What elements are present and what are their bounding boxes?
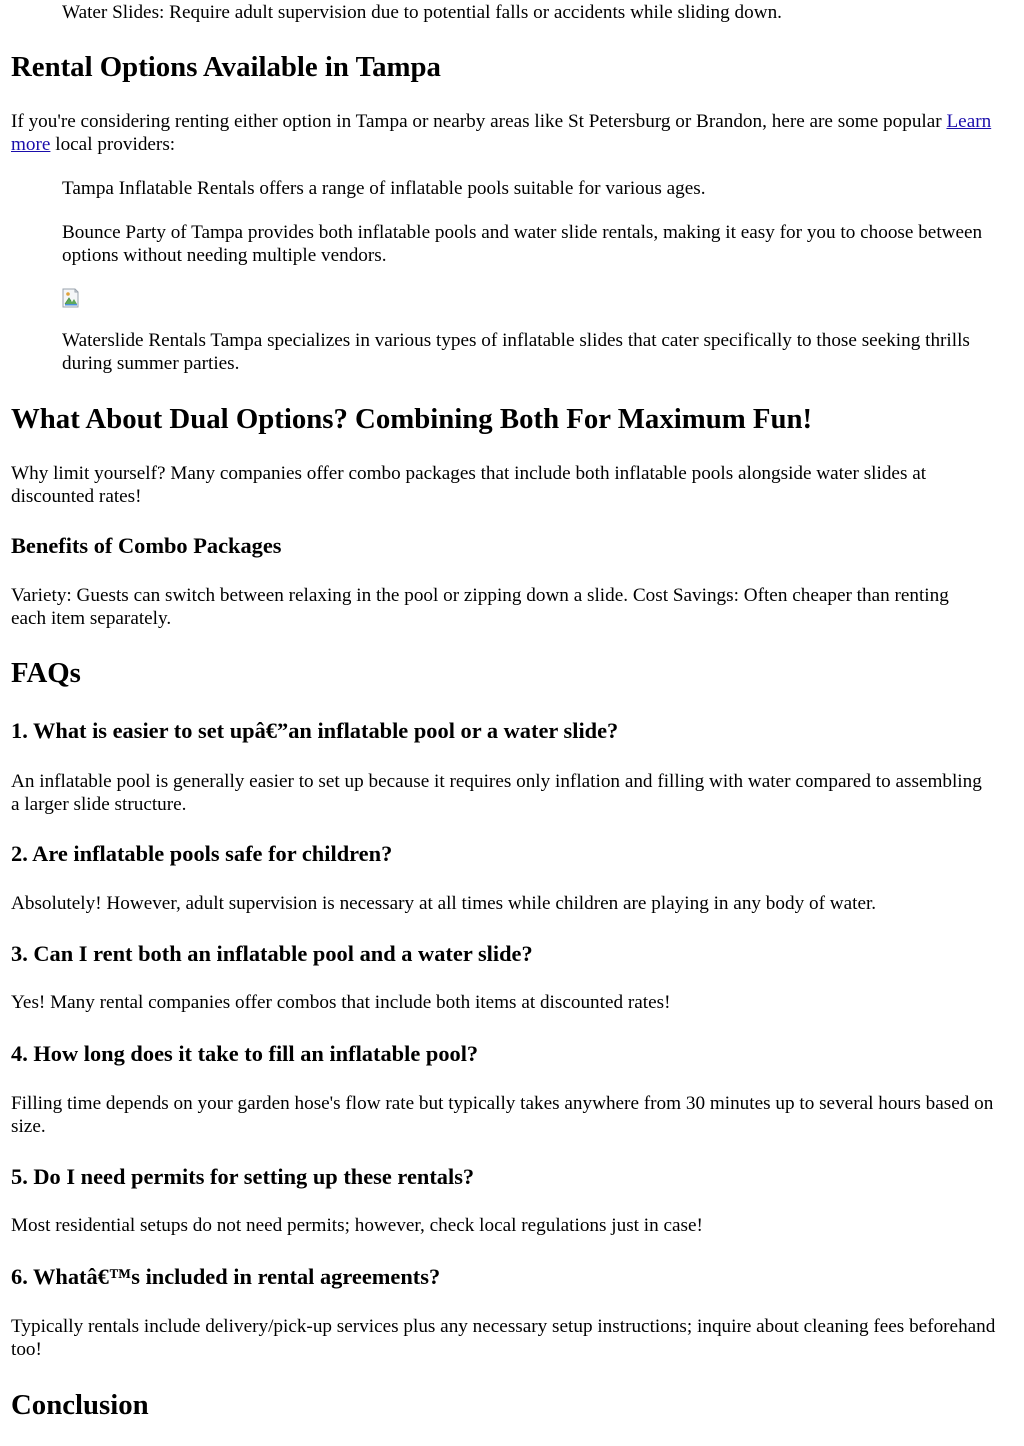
provider-image: [62, 288, 82, 308]
faq-answer: Yes! Many rental companies offer combos that include both items at discounted rates!: [11, 992, 671, 1013]
provider-item: Tampa Inflatable Rentals offers a range of inflatable pools suitable for various ages.: [62, 178, 706, 199]
faq-question: 5. Do I need permits for setting up these rentals?: [11, 1164, 475, 1189]
learn-more-link[interactable]: Learn more: [11, 111, 992, 155]
water-slides-list-item: Water Slides: Require adult supervision due to potential falls or accidents while sliding down.: [62, 2, 782, 23]
broken-image-icon: [62, 288, 82, 308]
faq-question: 6. Whatâ€™s included in rental agreements?: [11, 1264, 441, 1289]
combo-benefits-paragraph: Variety: Guests can switch between relaxing in the pool or zipping down a slide. Cost Savings: Often cheaper than renting each item separately.: [11, 585, 949, 629]
faq-question: 1. What is easier to set upâ€”an inflatable pool or a water slide?: [11, 718, 619, 743]
rental-intro-text: If you're considering renting either option in Tampa or nearby areas like St Petersburg or Brandon, here are some popular: [11, 111, 947, 132]
rental-intro-paragraph: [11, 110, 1021, 156]
faq-question: 3. Can I rent both an inflatable pool and a water slide?: [11, 941, 533, 966]
faq-answer: Typically rentals include delivery/pick-up services plus any necessary setup instructions; inquire about cleaning fees beforehand too!: [11, 1316, 996, 1360]
faq-answer: Absolutely! However, adult supervision is necessary at all times while children are playing in any body of water.: [11, 893, 877, 914]
faq-answer: An inflatable pool is generally easier to set up because it requires only inflation and filling with water compared to assembling a larger slide structure.: [11, 771, 982, 815]
dual-options-heading: What About Dual Options? Combining Both For Maximum Fun!: [11, 403, 813, 435]
rental-intro-text-end: local providers:: [50, 134, 176, 155]
dual-options-paragraph: Why limit yourself? Many companies offer combo packages that include both inflatable pools alongside water slides at discounted rates!: [11, 463, 927, 507]
rental-options-heading: Rental Options Available in Tampa: [11, 51, 441, 83]
faq-question: 4. How long does it take to fill an inflatable pool?: [11, 1041, 479, 1066]
conclusion-heading: Conclusion: [11, 1389, 149, 1421]
faq-answer: Filling time depends on your garden hose's flow rate but typically takes anywhere from 30 minutes up to several hours based on size.: [11, 1093, 994, 1137]
provider-item: Waterslide Rentals Tampa specializes in various types of inflatable slides that cater specifically to those seeking thrills during summer parties.: [62, 330, 970, 374]
faq-answer: Most residential setups do not need permits; however, check local regulations just in case!: [11, 1215, 703, 1236]
combo-benefits-heading: Benefits of Combo Packages: [11, 533, 282, 558]
faqs-heading: FAQs: [11, 657, 81, 689]
provider-item: Bounce Party of Tampa provides both inflatable pools and water slide rentals, making it easy for you to choose between options without needing multiple vendors.: [62, 222, 983, 266]
faq-question: 2. Are inflatable pools safe for children?: [11, 841, 393, 866]
